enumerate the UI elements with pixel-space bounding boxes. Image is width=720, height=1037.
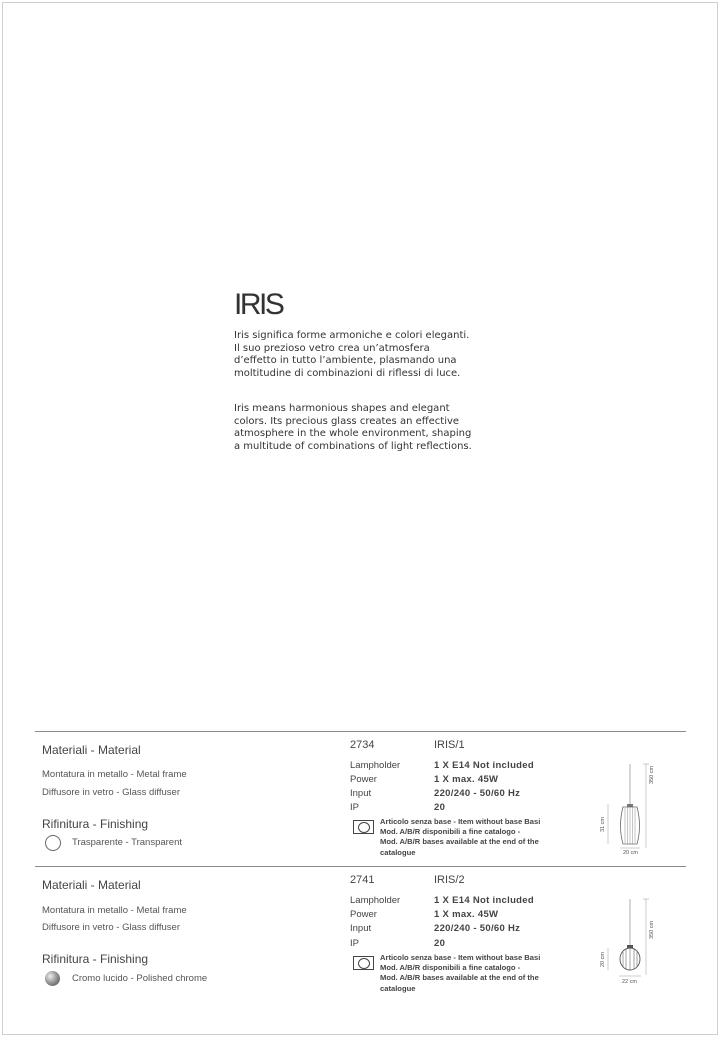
base-note-line-3: Mod. A/B/R bases available at the end of the [380, 973, 539, 983]
product-name: IRIS/1 [434, 739, 465, 751]
glass-ribs [623, 948, 637, 970]
base-note-line-1: Articolo senza base - Item without base Basi [380, 953, 541, 962]
material-diffuser: Diffusore in vetro - Glass diffuser [42, 787, 180, 798]
dim-height-label: 350 cm [649, 920, 655, 939]
intro-italian: Iris significa forme armoniche e colori eleganti. Il suo prezioso vetro crea un’atmosfera d’effetto in tutto l’ambiente, plasmando una moltitudine di combinazioni di riflessi di luce. [234, 330, 470, 379]
spec-value-lampholder: 1 X E14 Not included [434, 760, 534, 771]
product-name: IRIS/2 [434, 874, 465, 886]
lamp-socket [627, 945, 633, 948]
base-note-line-1: Articolo senza base - Item without base Basi [380, 817, 541, 826]
finish-transparent-swatch [45, 835, 61, 851]
intro-english: Iris means harmonious shapes and elegant colors. Its precious glass creates an effective atmosphere in the whole environment, shaping a multitude of combinations of light reflections. [234, 403, 472, 452]
materials-title: Materiali - Material [42, 878, 141, 892]
spec-label-power: Power [350, 774, 377, 785]
divider-top [35, 731, 686, 732]
base-note [380, 953, 570, 994]
spec-label-lampholder: Lampholder [350, 760, 401, 771]
finish-label: Cromo lucido - Polished chrome [72, 973, 208, 984]
base-note-line-4: catalogue [380, 983, 416, 993]
finish-label: Trasparente - Transparent [72, 837, 183, 848]
lamp-drawing-2734 [590, 760, 670, 855]
finish-chrome-swatch [45, 971, 60, 986]
spec-value-power: 1 X max. 45W [434, 909, 499, 920]
page-title: IRIS [234, 288, 283, 321]
spec-value-ip: 20 [434, 802, 446, 813]
divider-middle [35, 866, 686, 867]
spec-value-input: 220/240 - 50/60 Hz [434, 788, 521, 799]
spec-label-ip: IP [350, 802, 359, 813]
lamp-socket [627, 804, 633, 807]
spec-label-input: Input [350, 788, 372, 799]
base-note-line-3: Mod. A/B/R bases available at the end of the [380, 837, 539, 847]
spec-label-power: Power [350, 909, 377, 920]
spec-value-lampholder: 1 X E14 Not included [434, 895, 534, 906]
materials-title: Materiali - Material [42, 743, 141, 757]
no-base-icon [353, 820, 374, 834]
finishing-title: Rifinitura - Finishing [42, 817, 149, 831]
finishing-title: Rifinitura - Finishing [42, 952, 149, 966]
spec-value-power: 1 X max. 45W [434, 774, 499, 785]
product-code: 2741 [350, 874, 375, 886]
spec-label-ip: IP [350, 938, 359, 949]
spec-label-lampholder: Lampholder [350, 895, 401, 906]
dim-width-label: 20 cm [623, 850, 638, 855]
material-diffuser: Diffusore in vetro - Glass diffuser [42, 922, 180, 933]
base-note-line-4: catalogue [380, 847, 416, 857]
dim-width-label: 22 cm [622, 979, 637, 985]
product-code: 2734 [350, 739, 375, 751]
dim-height-label: 350 cm [649, 765, 655, 784]
dim-body-label: 31 cm [600, 817, 606, 832]
spec-label-input: Input [350, 923, 372, 934]
no-base-icon [353, 956, 374, 970]
dim-body-label: 20 cm [600, 952, 606, 967]
lamp-drawing-2741 [590, 895, 670, 990]
spec-value-ip: 20 [434, 938, 446, 949]
glass-ribs [625, 807, 635, 844]
base-note [380, 817, 570, 858]
base-note-line-2: Mod. A/B/R disponibili a fine catalogo - [380, 827, 521, 837]
spec-value-input: 220/240 - 50/60 Hz [434, 923, 521, 934]
material-frame: Montatura in metallo - Metal frame [42, 769, 187, 780]
material-frame: Montatura in metallo - Metal frame [42, 905, 187, 916]
base-note-line-2: Mod. A/B/R disponibili a fine catalogo - [380, 963, 521, 973]
